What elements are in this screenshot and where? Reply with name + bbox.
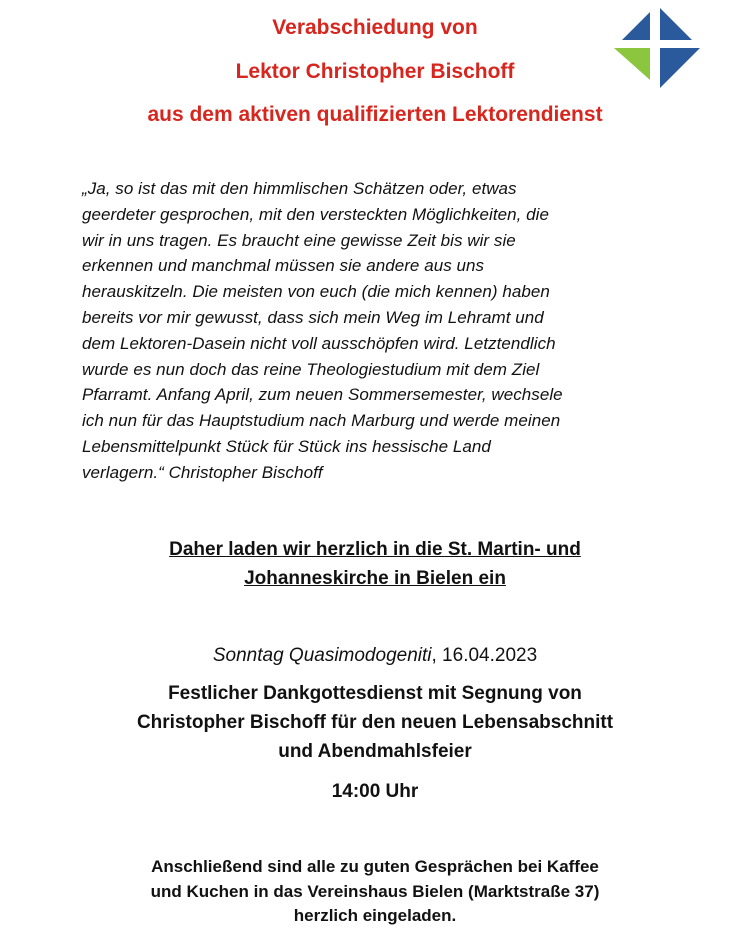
quote-line: bereits vor mir gewusst, dass sich mein Weg im Lehramt und (82, 307, 544, 327)
headline-line-2: Lektor Christopher Bischoff (235, 60, 515, 83)
service-line-3: und Abendmahlsfeier (278, 741, 472, 762)
quote-line: dem Lektoren-Dasein nicht voll ausschöpfen wird. Letztendlich (82, 333, 556, 353)
headline-line-3: aus dem aktiven qualifizierten Lektorendienst (147, 103, 603, 126)
invitation-line-2: Johanneskirche in Bielen ein (244, 568, 506, 589)
quote-line: ich nun für das Hauptstudium nach Marburg und werde meinen (82, 411, 561, 431)
headline-line-1: Verabschiedung von (272, 16, 478, 39)
event-date (0, 645, 750, 667)
quote-line: Lebensmittelpunkt Stück für Stück ins hessische Land (82, 436, 491, 456)
event-date-value: , 16.04.2023 (431, 645, 538, 666)
quote-line: verlagern.“ Christopher Bischoff (82, 462, 323, 482)
quote-line: wir in uns tragen. Es braucht eine gewisse Zeit bis wir sie (82, 230, 516, 250)
event-day: Sonntag Quasimodogeniti (212, 645, 432, 666)
afterwards-line-3: herzlich eingeladen. (293, 906, 457, 925)
service-line-2: Christopher Bischoff für den neuen Lebensabschnitt (136, 712, 614, 733)
quote-line: geerdeter gesprochen, mit den versteckten Möglichkeiten, die (82, 204, 549, 224)
quote-line: Pfarramt. Anfang April, zum neuen Sommersemester, wechsele (82, 385, 563, 405)
invitation-line-1: Daher laden wir herzlich in die St. Martin- und (169, 539, 581, 560)
quote-line: erkennen und manchmal müssen sie andere aus uns (82, 256, 485, 276)
afterwards-line-1: Anschließend sind alle zu guten Gesprächen bei Kaffee (151, 857, 599, 876)
event-time: 14:00 Uhr (331, 781, 419, 802)
farewell-quote (82, 176, 682, 486)
quote-line: wurde es nun doch das reine Theologiestudium mit dem Ziel (82, 359, 540, 379)
afterwards-line-2: und Kuchen in das Vereinshaus Bielen (Marktstraße 37) (150, 882, 600, 901)
service-line-1: Festlicher Dankgottesdienst mit Segnung von (168, 683, 582, 704)
quote-line: herauskitzeln. Die meisten von euch (die mich kennen) haben (82, 282, 550, 302)
quote-line: „Ja, so ist das mit den himmlischen Schätzen oder, etwas (82, 179, 517, 198)
